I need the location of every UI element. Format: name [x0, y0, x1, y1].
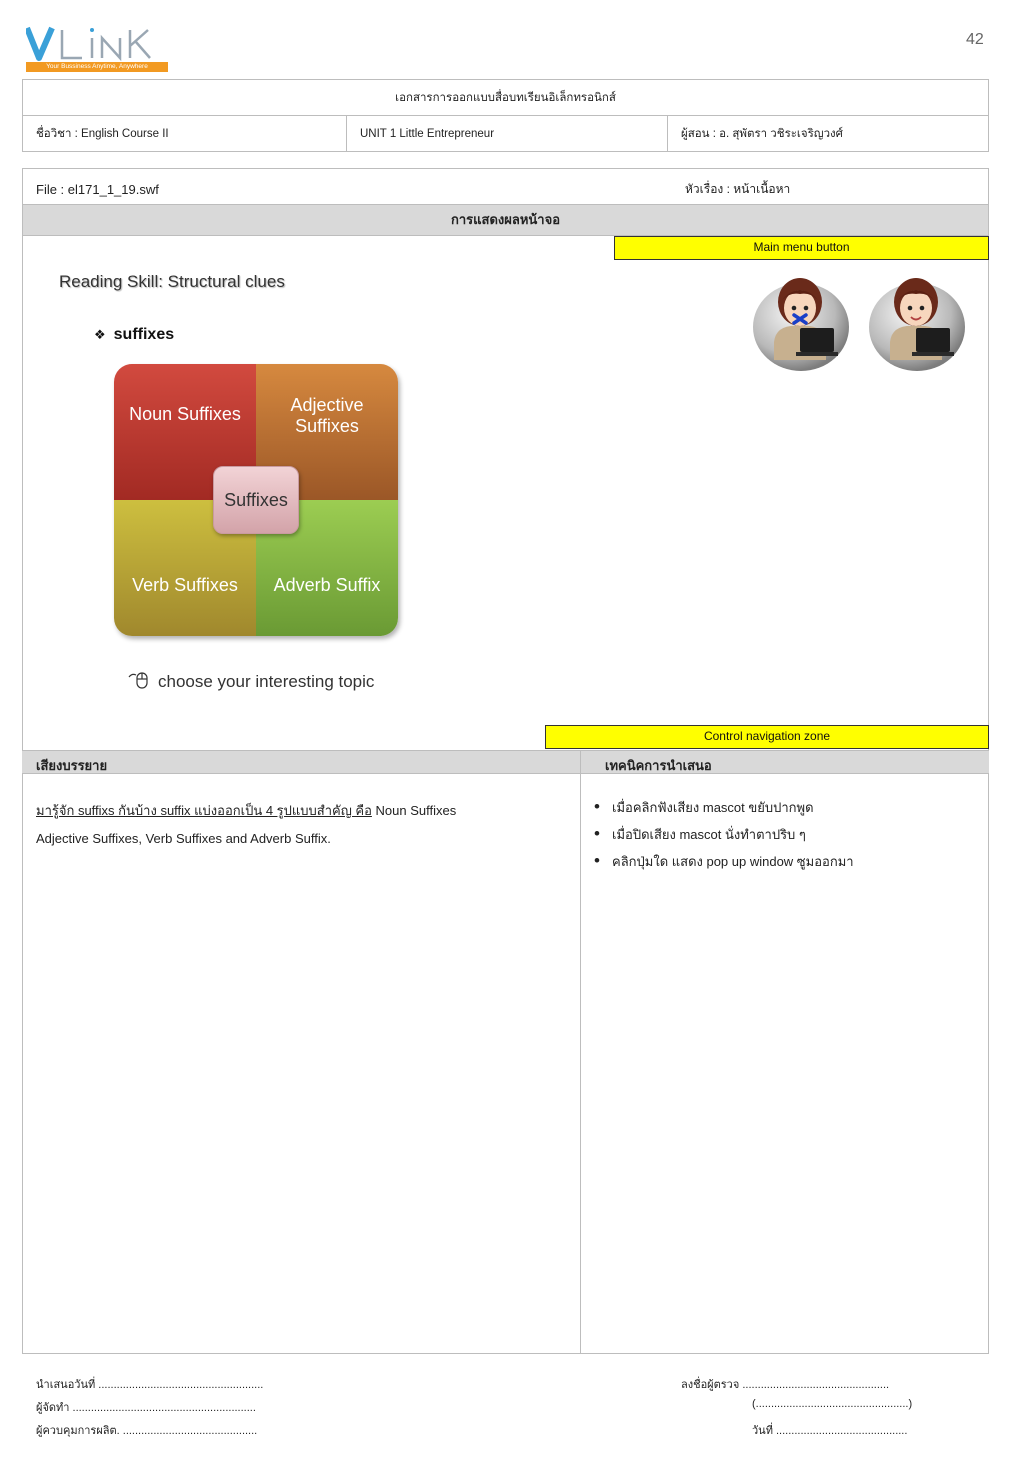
vlink-logo: [26, 24, 170, 74]
presented-date-field: นำเสนอวันที่ ......................................................: [36, 1379, 264, 1391]
page-number: 42: [966, 31, 984, 48]
control-navigation-zone-label: Control navigation zone: [545, 725, 989, 749]
mascot-speaking-icon[interactable]: [866, 272, 968, 374]
adverb-suffix-label: Adverb Suffix: [273, 575, 381, 595]
file-name: File : el171_1_19.swf: [36, 182, 159, 197]
noun-suffixes-label: Noun Suffixes: [129, 404, 241, 424]
diamond-bullet-icon: ❖: [94, 327, 106, 342]
bullet-item: [94, 326, 174, 344]
technique-header: เทคนิคการนำเสนอ: [605, 758, 712, 773]
column-divider: [580, 750, 581, 1354]
review-date-field: วันที่ ...........................................: [752, 1425, 908, 1437]
narration-line2: Adjective Suffixes, Verb Suffixes and Adverb Suffix.: [36, 831, 331, 846]
instruction-label: choose your interesting topic: [158, 672, 375, 691]
document-header: [22, 79, 989, 152]
technique-item: • เมื่อปิดเสียง mascot นั่งทำตาปริบ ๆ: [594, 821, 854, 848]
verb-suffixes-label: Verb Suffixes: [132, 575, 238, 595]
vlink-wordmark: [26, 24, 170, 62]
document-title: เอกสารการออกแบบสื่อบทเรียนอิเล็กทรอนิกส์: [23, 80, 988, 116]
unit-name: UNIT 1 Little Entrepreneur: [346, 116, 667, 152]
display-section-title: การแสดงผลหน้าจอ: [23, 204, 988, 236]
narration-line1-rest: Noun Suffixes: [371, 803, 457, 818]
supervisor-field: ผู้ควบคุมการผลิต. ............................................: [36, 1425, 258, 1437]
narration-underlined: มารู้จัก suffixs กันบ้าง suffix แบ่งออกเป็น 4 รูปแบบสำคัญ คือ: [36, 803, 372, 818]
mouse-cursor-icon: [128, 671, 150, 694]
suffixes-center-button[interactable]: Suffixes: [213, 466, 299, 534]
technique-item: • คลิกปุ่มใด แสดง pop up window ซูมออกมา: [594, 848, 854, 875]
column-headers: [22, 750, 989, 774]
course-name: ชื่อวิชา : English Course II: [36, 128, 169, 140]
technique-list: [594, 794, 854, 875]
technique-item: • เมื่อคลิกฟังเสียง mascot ขยับปากพูด: [594, 794, 854, 821]
instruction-text: [128, 671, 374, 694]
topic-label: หัวเรื่อง : หน้าเนื้อหา: [685, 182, 791, 196]
main-menu-button-label: Main menu button: [614, 236, 989, 260]
mascot-muted-icon[interactable]: [750, 272, 852, 374]
reviewer-name-field: (..................................................): [752, 1398, 913, 1410]
reviewer-sign-field: ลงชื่อผู้ตรวจ ................................................: [681, 1379, 890, 1391]
adjective-suffixes-label: Adjective Suffixes: [290, 395, 364, 436]
bullet-text: suffixes: [113, 326, 175, 343]
narration-header: เสียงบรรยาย: [36, 758, 108, 773]
screen-title: Reading Skill: Structural clues: [59, 272, 285, 291]
narration-text: [36, 797, 561, 853]
logo-tagline: Your Bussiness Anytime, Anywhere: [26, 62, 168, 72]
producer-field: ผู้จัดทำ ............................................................: [36, 1402, 256, 1414]
instructor-name: ผู้สอน : อ. สุพัตรา วชิระเจริญวงศ์: [667, 116, 988, 152]
